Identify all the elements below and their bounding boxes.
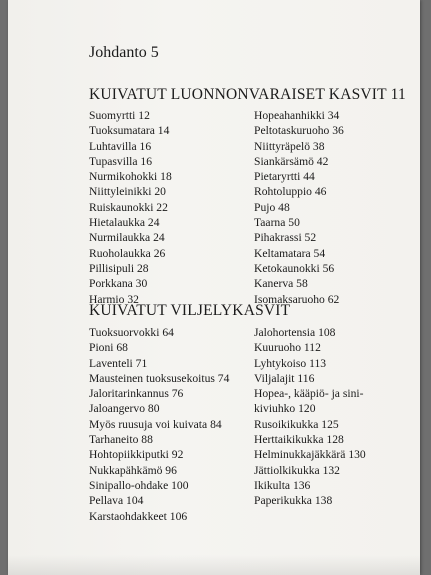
toc-entry: Jaloangervo 80 <box>89 402 160 416</box>
toc-entry: Keltamatara 54 <box>254 246 326 260</box>
toc-entry: Tuoksuorvokki 64 <box>89 326 174 339</box>
toc-entry: Hietalaukka 24 <box>89 216 160 230</box>
toc-entry: Siankärsämö 42 <box>254 154 329 168</box>
toc-entry: Pujo 48 <box>254 200 290 214</box>
toc-entry: Pellava 104 <box>89 494 144 508</box>
toc-entry: Pioni 68 <box>89 341 128 355</box>
toc-entry: Kuuruoho 112 <box>254 341 321 355</box>
toc-entry: Peltotaskuruoho 36 <box>254 124 344 138</box>
toc-entry: Harmio 32 <box>89 292 139 306</box>
toc-entry: Myös ruusuja voi kuivata 84 <box>89 417 222 431</box>
toc-entry: Pietaryrtti 44 <box>254 170 315 184</box>
toc-entry: Porkkana 30 <box>89 277 148 291</box>
toc-entry: Niittyräpelö 38 <box>254 139 325 153</box>
toc-entry: Luhtavilla 16 <box>89 139 152 153</box>
toc-entry: Pillisipuli 28 <box>89 261 149 275</box>
toc-entry: Hopeahanhikki 34 <box>254 109 340 122</box>
toc-entry: Isomaksaruoho 62 <box>254 292 340 306</box>
toc-entry: Helminukkajäkkärä 130 <box>254 448 366 462</box>
toc-entry: Hohtopiikkiputki 92 <box>89 448 184 462</box>
toc-entry: Suomyrtti 12 <box>89 109 150 122</box>
toc-entry: Rusoikikukka 125 <box>254 417 339 431</box>
toc-entry: Pihakrassi 52 <box>254 231 317 245</box>
toc-entry: Nukkapähkämö 96 <box>89 463 177 477</box>
toc-entry: Hopea-, kääpiö- ja sini- <box>254 387 364 401</box>
toc-entry: Tupasvilla 16 <box>89 154 153 168</box>
wild-plants-left-column <box>89 108 172 307</box>
toc-entry: Karstaohdakkeet 106 <box>89 509 188 523</box>
toc-entry: Lyhtykoiso 113 <box>254 356 327 370</box>
toc-entry: Nurmilaukka 24 <box>89 231 165 245</box>
toc-entry: Nurmikohokki 18 <box>89 170 172 184</box>
toc-entry: Ketokaunokki 56 <box>254 261 335 275</box>
toc-entry: Viljalajit 116 <box>254 371 315 385</box>
toc-entry: kiviuhko 120 <box>254 402 316 416</box>
toc-entry: Jaloritarinkannus 76 <box>89 387 184 401</box>
toc-entry: Paperikukka 138 <box>254 494 333 508</box>
toc-entry: Ruoholaukka 26 <box>89 246 166 260</box>
toc-entry: Tarhaneito 88 <box>89 433 153 447</box>
toc-entry: Jalohortensia 108 <box>254 326 336 339</box>
toc-entry: Ikikulta 136 <box>254 478 311 492</box>
cultivated-plants-left-column <box>89 325 229 524</box>
cultivated-plants-right-column <box>254 325 366 509</box>
toc-entry: Jättiolkikukka 132 <box>254 463 340 477</box>
toc-entry: Niittyleinikki 20 <box>89 185 166 199</box>
toc-entry: Sinipallo-ohdake 100 <box>89 478 189 492</box>
page-shadow <box>8 555 420 575</box>
toc-entry: Ruiskaunokki 22 <box>89 200 168 214</box>
toc-entry: Mausteinen tuoksusekoitus 74 <box>89 371 230 385</box>
toc-entry: Taarna 50 <box>254 216 300 230</box>
wild-plants-right-column <box>254 108 344 307</box>
toc-entry: Laventeli 71 <box>89 356 148 370</box>
intro-entry: Johdanto 5 <box>89 44 159 61</box>
section-heading-cultivated-plants: KUIVATUT VILJELYKASVIT <box>89 302 291 319</box>
toc-entry: Herttaikikukka 128 <box>254 433 344 447</box>
section-heading-wild-plants: KUIVATUT LUONNONVARAISET KASVIT 11 <box>89 86 406 103</box>
toc-entry: Rohtoluppio 46 <box>254 185 327 199</box>
toc-entry: Tuoksumatara 14 <box>89 124 170 138</box>
toc-entry: Kanerva 58 <box>254 277 308 291</box>
